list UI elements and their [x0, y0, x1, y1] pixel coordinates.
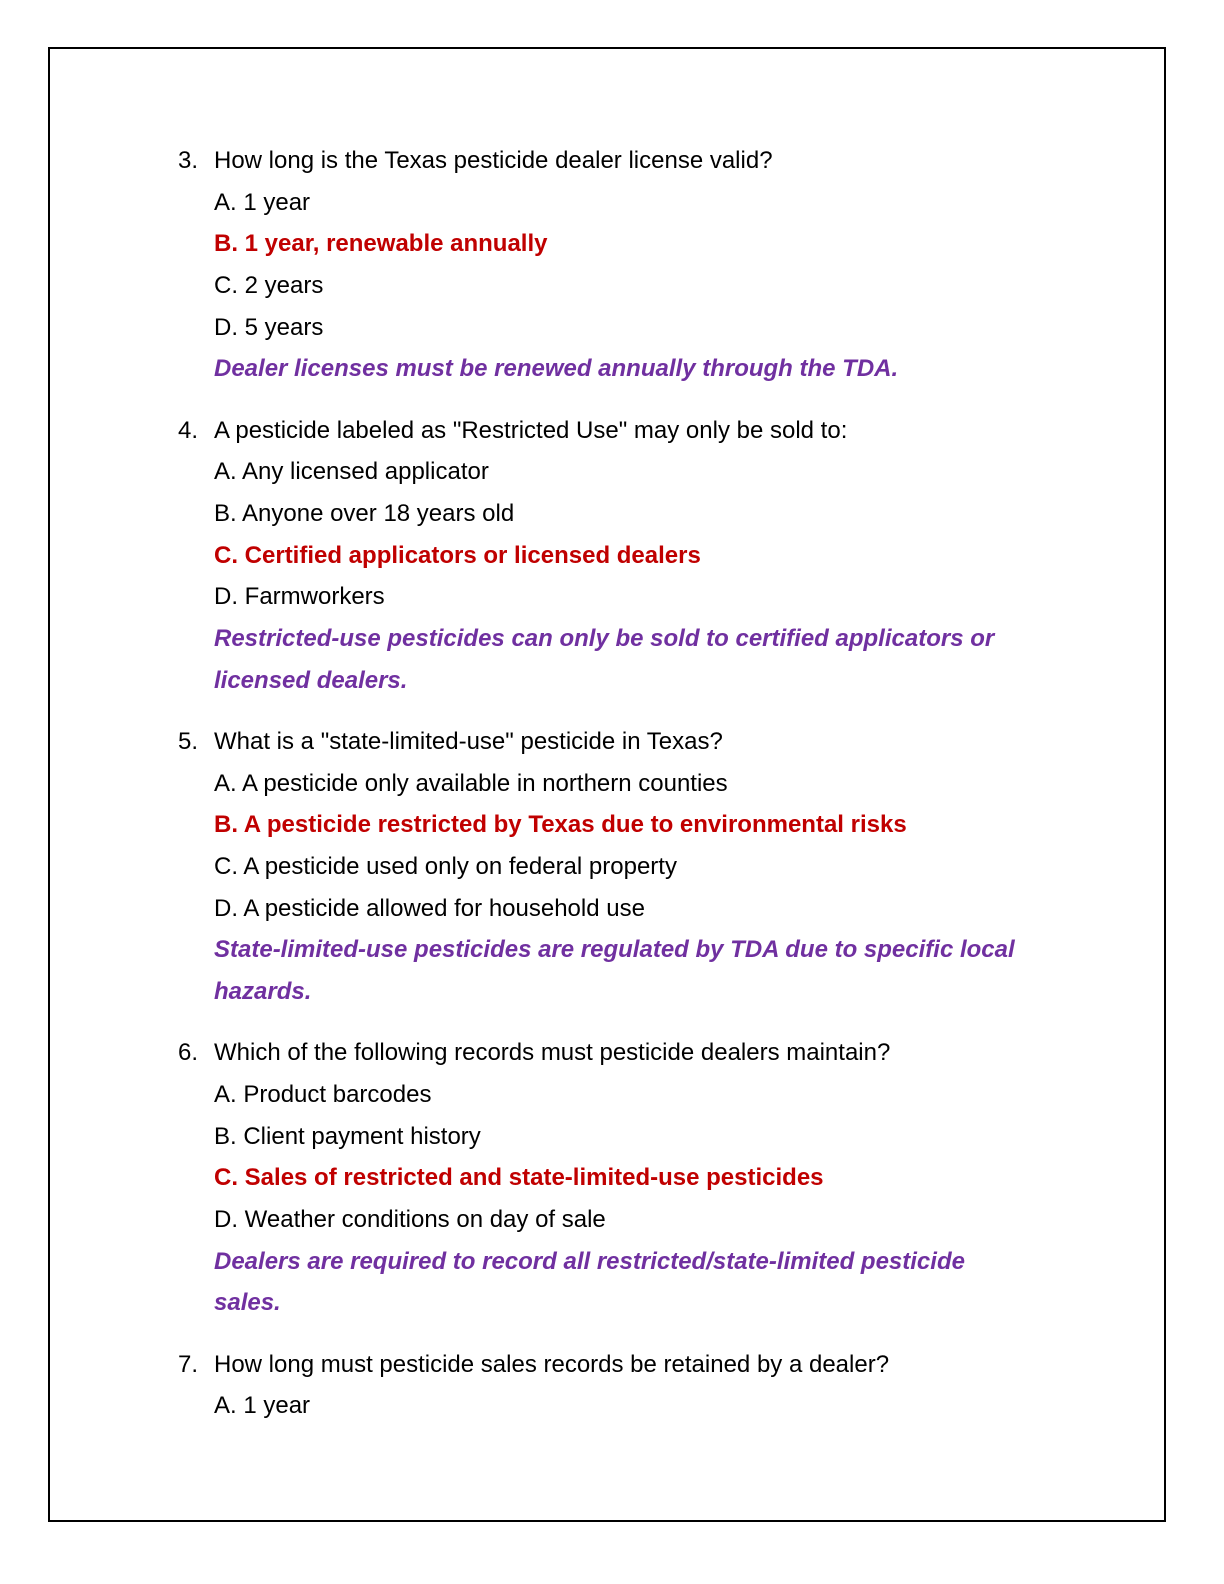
answer-explanation: Dealer licenses must be renewed annually through the TDA.: [214, 355, 899, 383]
answer-option: C. 2 years: [214, 272, 324, 300]
question-block: [178, 1344, 1078, 1427]
answer-explanation: Restricted-use pesticides can only be sold to certified applicators or: [214, 625, 995, 653]
answer-explanation: Dealers are required to record all restricted/state-limited pesticide: [214, 1247, 965, 1275]
question-list: [178, 140, 1078, 1446]
answer-option: A. Product barcodes: [214, 1080, 432, 1108]
question-block: [178, 721, 1078, 1013]
answer-option: B. Client payment history: [214, 1122, 481, 1150]
answer-option: D. A pesticide allowed for household use: [214, 894, 645, 922]
question-number: 3.: [178, 147, 199, 174]
question-line: [178, 1344, 1078, 1386]
question-text: How long is the Texas pesticide dealer license valid?: [214, 147, 773, 174]
question-number: 4.: [178, 416, 199, 444]
answer-option: D. Weather conditions on day of sale: [214, 1206, 606, 1233]
question-block: [178, 140, 1078, 390]
answer-option: A. Any licensed applicator: [214, 458, 489, 486]
question-block: [178, 410, 1078, 702]
question-line: [178, 721, 1078, 763]
question-line: [178, 140, 1078, 182]
question-text: How long must pesticide sales records be retained by a dealer?: [214, 1350, 890, 1378]
correct-answer-option: B. 1 year, renewable annually: [214, 230, 548, 258]
answer-option: D. 5 years: [214, 313, 324, 341]
answer-explanation: sales.: [214, 1289, 281, 1317]
question-line: [178, 410, 1078, 452]
question-text: What is a "state-limited-use" pesticide in Texas?: [214, 727, 723, 755]
correct-answer-option: C. Certified applicators or licensed dealers: [214, 541, 701, 569]
answer-explanation: hazards.: [214, 978, 312, 1006]
answer-explanation: licensed dealers.: [214, 666, 408, 694]
answer-option: C. A pesticide used only on federal property: [214, 853, 677, 880]
question-number: 5.: [178, 727, 199, 755]
answer-explanation: State-limited-use pesticides are regulated by TDA due to specific local: [214, 936, 1015, 964]
question-line: [178, 1032, 1078, 1074]
correct-answer-option: B. A pesticide restricted by Texas due to environmental risks: [214, 811, 907, 839]
answer-option: A. A pesticide only available in northern counties: [214, 769, 728, 797]
answer-option: D. Farmworkers: [214, 583, 385, 611]
correct-answer-option: C. Sales of restricted and state-limited-use pesticides: [214, 1164, 824, 1192]
question-number: 6.: [178, 1039, 199, 1067]
answer-option: A. 1 year: [214, 188, 311, 216]
answer-option: A. 1 year: [214, 1392, 311, 1420]
question-block: [178, 1032, 1078, 1324]
question-text: Which of the following records must pesticide dealers maintain?: [214, 1039, 891, 1067]
question-number: 7.: [178, 1350, 199, 1378]
question-text: A pesticide labeled as "Restricted Use" may only be sold to:: [214, 416, 848, 444]
answer-option: B. Anyone over 18 years old: [214, 500, 515, 527]
